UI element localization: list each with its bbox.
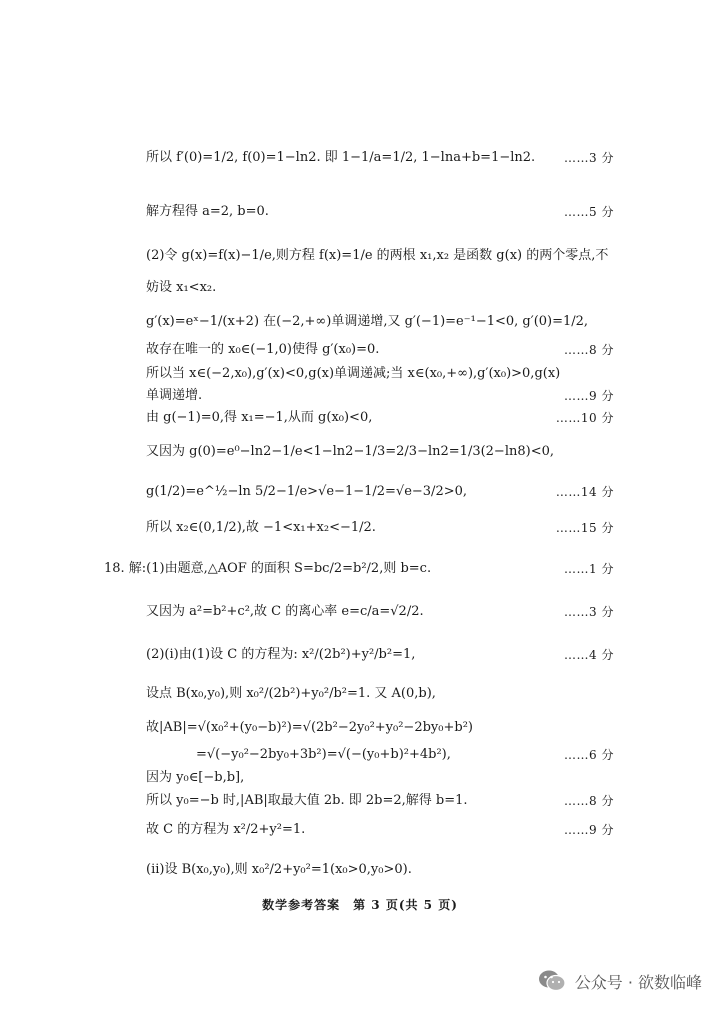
score-mark: ……1 分 <box>564 562 614 576</box>
solution-line: 妨设 x₁<x₂. <box>146 280 217 295</box>
wechat-icon <box>537 968 567 994</box>
score-mark: ……14 分 <box>555 485 614 499</box>
score-mark: ……6 分 <box>564 748 614 762</box>
solution-line: 因为 y₀∈[−b,b], <box>146 770 245 785</box>
score-mark: ……10 分 <box>555 411 614 425</box>
solution-line: 故|AB|=√(x₀²+(y₀−b)²)=√(2b²−2y₀²+y₀²−2by₀+b²) <box>146 720 473 735</box>
solution-line: (2)(i)由(1)设 C 的方程为: x²/(2b²)+y²/b²=1, ……4 分 <box>0 643 720 667</box>
page-footer: 数学参考答案 第 3 页(共 5 页) <box>262 898 458 912</box>
solution-line: 单调递增. ……9 分 <box>0 384 720 408</box>
score-mark: ……3 分 <box>564 605 614 619</box>
solution-line: 由 g(−1)=0,得 x₁=−1,从而 g(x₀)<0, ……10 分 <box>0 406 720 430</box>
solution-line: (2)令 g(x)=f(x)−1/e,则方程 f(x)=1/e 的两根 x₁,x₂ 是函数 g(x) 的两个零点,不 <box>146 248 609 263</box>
score-mark: ……8 分 <box>564 343 614 357</box>
score-mark: ……9 分 <box>564 823 614 837</box>
solution-line: (ii)设 B(x₀,y₀),则 x₀²/2+y₀²=1(x₀>0,y₀>0). <box>146 862 412 877</box>
solution-line: 所以 y₀=−b 时,|AB|取最大值 2b. 即 2b=2,解得 b=1. ……8 分 <box>0 789 720 813</box>
solution-line: 所以 x₂∈(0,1/2),故 −1<x₁+x₂<−1/2. ……15 分 <box>0 516 720 540</box>
solution-line: 又因为 a²=b²+c²,故 C 的离心率 e=c/a=√2/2. ……3 分 <box>0 600 720 624</box>
watermark-text: 公众号 · 欲数临峰 <box>574 972 702 992</box>
solution-line: g(1/2)=e^½−ln 5/2−1/e>√e−1−1/2=√e−3/2>0, ……14 分 <box>0 480 720 504</box>
solution-line: 所以当 x∈(−2,x₀),g′(x)<0,g(x)单调递减;当 x∈(x₀,+∞),g′(x₀)>0,g(x) <box>146 366 561 381</box>
score-mark: ……4 分 <box>564 648 614 662</box>
solution-line: 又因为 g(0)=e⁰−ln2−1/e<1−ln2−1/3=2/3−ln2=1/3(2−ln8)<0, <box>146 444 554 459</box>
watermark <box>537 966 702 996</box>
solution-line: 18. 解:(1)由题意,△AOF 的面积 S=bc/2=b²/2,则 b=c. ……1 分 <box>0 557 720 581</box>
score-mark: ……9 分 <box>564 389 614 403</box>
solution-line: 故 C 的方程为 x²/2+y²=1. ……9 分 <box>0 818 720 842</box>
solution-line: 故存在唯一的 x₀∈(−1,0)使得 g′(x₀)=0. ……8 分 <box>0 338 720 362</box>
score-mark: ……15 分 <box>555 521 614 535</box>
solution-line: g′(x)=eˣ−1/(x+2) 在(−2,+∞)单调递增,又 g′(−1)=e⁻¹−1<0, g′(0)=1/2, <box>146 314 589 329</box>
solution-line: =√(−y₀²−2by₀+3b²)=√(−(y₀+b)²+4b²), ……6 分 <box>0 743 720 767</box>
score-mark: ……5 分 <box>564 205 614 219</box>
score-mark: ……3 分 <box>564 151 614 165</box>
solution-line: 设点 B(x₀,y₀),则 x₀²/(2b²)+y₀²/b²=1. 又 A(0,b), <box>146 686 436 701</box>
score-mark: ……8 分 <box>564 794 614 808</box>
solution-line: 解方程得 a=2, b=0. ……5 分 <box>0 200 720 224</box>
solution-line: 所以 f′(0)=1/2, f(0)=1−ln2. 即 1−1/a=1/2, 1−lna+b=1−ln2. ……3 分 <box>0 146 720 170</box>
